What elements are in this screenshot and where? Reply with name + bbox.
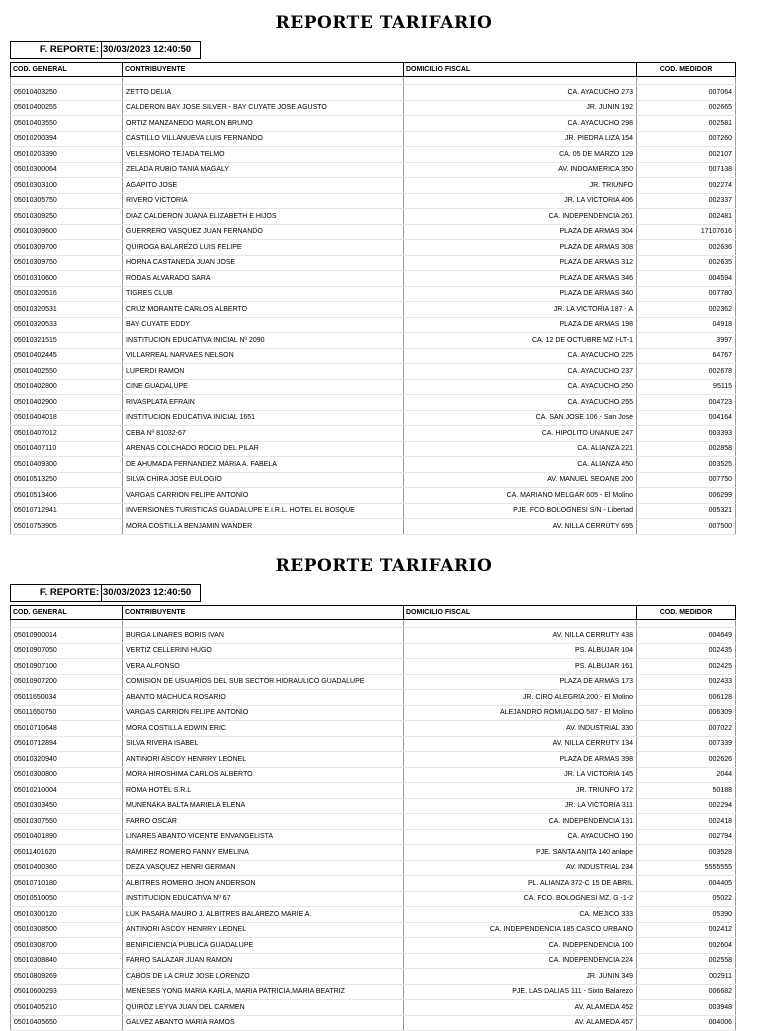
table-row xyxy=(11,395,736,411)
cell-contribuyente: VERA ALFONSO xyxy=(123,659,404,675)
cell-contribuyente: VELESMORO TEJADA TELMO xyxy=(123,147,404,163)
cell-domicilio-fiscal: AV. INDUSTRIAL 234 xyxy=(404,860,637,876)
cell-domicilio-fiscal: CA. INDEPENDENCIA 224 xyxy=(404,953,637,969)
cell-cod-general: 05010513406 xyxy=(11,488,123,504)
cell-cod-general: 05010300800 xyxy=(11,767,123,783)
table-row xyxy=(11,690,736,706)
cell-cod-general: 05010309700 xyxy=(11,240,123,256)
header-contribuyente: CONTRIBUYENTE xyxy=(123,606,404,620)
cell-contribuyente: VARGAS CARRION FELIPE ANTONIO xyxy=(123,705,404,721)
table-row xyxy=(11,302,736,318)
cell-cod-general: 05010403550 xyxy=(11,116,123,132)
table-row xyxy=(11,147,736,163)
report-date-label: F. REPORTE: xyxy=(39,587,99,598)
cell-cod-medidor: 002635 xyxy=(637,255,736,271)
cell-cod-general: 05010400360 xyxy=(11,860,123,876)
cell-cod-general: 05010407110 xyxy=(11,441,123,457)
cell-cod-general: 05010200394 xyxy=(11,131,123,147)
cell-cod-medidor: 006128 xyxy=(637,690,736,706)
report-date-label: F. REPORTE: xyxy=(39,44,99,55)
cell-contribuyente: MUNENAKA BALTA MARIELA ELENA xyxy=(123,798,404,814)
cell-cod-medidor: 002412 xyxy=(637,922,736,938)
table-row xyxy=(11,162,736,178)
cell-contribuyente: DIAZ CALDERON JUANA ELIZABETH E HIJOS xyxy=(123,209,404,225)
table-row xyxy=(11,984,736,1000)
cell-cod-medidor: 003528 xyxy=(637,845,736,861)
cell-cod-medidor: 002604 xyxy=(637,938,736,954)
table-row xyxy=(11,441,736,457)
cell-domicilio-fiscal: PJE. SANTA ANITA 140 anlape xyxy=(404,845,637,861)
table-row xyxy=(11,488,736,504)
cell-cod-general: 05010404018 xyxy=(11,410,123,426)
cell-domicilio-fiscal: AV. INDOAMERICA 350 xyxy=(404,162,637,178)
cell-domicilio-fiscal: PLAZA DE ARMAS 340 xyxy=(404,286,637,302)
cell-cod-medidor: 002558 xyxy=(637,953,736,969)
table-row xyxy=(11,379,736,395)
cell-contribuyente: LUK PASARA MAURO J. ALBITRES BALAREZO MARIE A. xyxy=(123,907,404,923)
cell-cod-general: 05010907100 xyxy=(11,659,123,675)
header-cod-general: COD. GENERAL xyxy=(11,63,123,77)
cell-cod-medidor: 2044 xyxy=(637,767,736,783)
cell-domicilio-fiscal: JR. LA VICTORIA 406 xyxy=(404,193,637,209)
cell-cod-medidor: 002425 xyxy=(637,659,736,675)
cell-cod-general: 05011650750 xyxy=(11,705,123,721)
cell-domicilio-fiscal: PS. ALBUJAR 161 xyxy=(404,659,637,675)
table-row xyxy=(11,922,736,938)
cell-contribuyente: RIVERO VICTORIA xyxy=(123,193,404,209)
cell-cod-general: 05010320940 xyxy=(11,752,123,768)
cell-cod-medidor: 64767 xyxy=(637,348,736,364)
cell-cod-medidor: 17107616 xyxy=(637,224,736,240)
cell-domicilio-fiscal: JR. TRIUNFO 172 xyxy=(404,783,637,799)
table-row xyxy=(11,426,736,442)
cell-cod-general: 05010405210 xyxy=(11,1000,123,1016)
cell-contribuyente: CEBA Nº 81032-67 xyxy=(123,426,404,442)
table-row xyxy=(11,85,736,101)
cell-contribuyente: VARGAS CARRION FELIPE ANTONIO xyxy=(123,488,404,504)
cell-cod-medidor: 95115 xyxy=(637,379,736,395)
report-date-box xyxy=(10,41,201,59)
cell-contribuyente: MORA HIROSHIMA CARLOS ALBERTO xyxy=(123,767,404,783)
cell-cod-general: 05010407012 xyxy=(11,426,123,442)
cell-contribuyente: DE AHUMADA FERNANDEZ MARIA A. FABELA xyxy=(123,457,404,473)
cell-cod-medidor: 005321 xyxy=(637,503,736,519)
cell-cod-general: 05010405650 xyxy=(11,1015,123,1031)
cell-contribuyente: BURGA LINARES BORIS IVAN xyxy=(123,628,404,644)
cell-domicilio-fiscal: CA. SAN JOSE 106 - San Jose xyxy=(404,410,637,426)
cell-cod-medidor: 007780 xyxy=(637,286,736,302)
cell-cod-medidor: 3997 xyxy=(637,333,736,349)
cell-cod-medidor: 006682 xyxy=(637,984,736,1000)
table-row xyxy=(11,798,736,814)
table-row xyxy=(11,969,736,985)
cell-cod-medidor: 002418 xyxy=(637,814,736,830)
cell-domicilio-fiscal: CA. HIPOLITO UNANUE 247 xyxy=(404,426,637,442)
cell-cod-medidor: 003393 xyxy=(637,426,736,442)
cell-domicilio-fiscal: CA. AYACUCHO 273 xyxy=(404,85,637,101)
table-row xyxy=(11,938,736,954)
table-row xyxy=(11,317,736,333)
cell-cod-general: 05010400255 xyxy=(11,100,123,116)
cell-cod-general: 05010753905 xyxy=(11,519,123,535)
cell-domicilio-fiscal: JR. JUNIN 192 xyxy=(404,100,637,116)
cell-domicilio-fiscal: AV. ALAMEDA 457 xyxy=(404,1015,637,1031)
cell-contribuyente: LINARES ABANTO VICENTE ENVANGELISTA xyxy=(123,829,404,845)
cell-domicilio-fiscal: CA. AYACUCHO 225 xyxy=(404,348,637,364)
cell-contribuyente: CINE GUADALUPE xyxy=(123,379,404,395)
cell-domicilio-fiscal: PLAZA DE ARMAS 312 xyxy=(404,255,637,271)
cell-cod-general: 05011650034 xyxy=(11,690,123,706)
table-row xyxy=(11,907,736,923)
table-row xyxy=(11,814,736,830)
cell-contribuyente: INVERSIONES TURISTICAS GUADALUPE E.I.R.L. HOTEL EL BOSQUE xyxy=(123,503,404,519)
cell-cod-medidor: 007022 xyxy=(637,721,736,737)
cell-cod-general: 05011401620 xyxy=(11,845,123,861)
cell-contribuyente: FARRO OSCAR xyxy=(123,814,404,830)
cell-domicilio-fiscal: CA. INDEPENDENCIA 100 xyxy=(404,938,637,954)
table-row xyxy=(11,783,736,799)
cell-contribuyente: ZELADA RUBIO TANIA MAGALY xyxy=(123,162,404,178)
cell-cod-medidor: 002433 xyxy=(637,674,736,690)
table-row xyxy=(11,193,736,209)
cell-domicilio-fiscal: CA. AYACUCHO 237 xyxy=(404,364,637,380)
cell-contribuyente: FARRO SALAZAR JUAN RAMON xyxy=(123,953,404,969)
cell-cod-general: 05010402445 xyxy=(11,348,123,364)
table-row xyxy=(11,953,736,969)
cell-contribuyente: MORA COSTILLA BENJAMIN WANDER xyxy=(123,519,404,535)
table-row xyxy=(11,457,736,473)
cell-cod-medidor: 002794 xyxy=(637,829,736,845)
cell-cod-general: 05010309750 xyxy=(11,255,123,271)
cell-cod-general: 05010305750 xyxy=(11,193,123,209)
cell-cod-general: 05010402800 xyxy=(11,379,123,395)
cell-domicilio-fiscal: JR. JUNIN 349 xyxy=(404,969,637,985)
cell-cod-medidor: 50188 xyxy=(637,783,736,799)
cell-cod-medidor: 003525 xyxy=(637,457,736,473)
cell-contribuyente: LUPERDI RAMON xyxy=(123,364,404,380)
report-title: REPORTE TARIFARIO xyxy=(275,13,493,33)
cell-contribuyente: VERTIZ CELLERINI HUGO xyxy=(123,643,404,659)
cell-contribuyente: RAMIREZ ROMERO FANNY EMELINA xyxy=(123,845,404,861)
cell-domicilio-fiscal: PLAZA DE ARMAS 308 xyxy=(404,240,637,256)
cell-cod-medidor: 002337 xyxy=(637,193,736,209)
cell-domicilio-fiscal: JR. PIEDRA LIZA 154 xyxy=(404,131,637,147)
cell-domicilio-fiscal: CA. AYACUCHO 190 xyxy=(404,829,637,845)
cell-cod-medidor: 5555555 xyxy=(637,860,736,876)
report-title: REPORTE TARIFARIO xyxy=(275,556,493,576)
table-row xyxy=(11,286,736,302)
cell-cod-general: 05010320516 xyxy=(11,286,123,302)
cell-cod-medidor: 004006 xyxy=(637,1015,736,1031)
table-row xyxy=(11,100,736,116)
cell-domicilio-fiscal: PJE. FCO BOLOGNESI S/N - Libertad xyxy=(404,503,637,519)
cell-contribuyente: QUIROGA BALAREZO LUIS FELIPE xyxy=(123,240,404,256)
cell-cod-medidor: 002665 xyxy=(637,100,736,116)
header-contribuyente: CONTRIBUYENTE xyxy=(123,63,404,77)
cell-domicilio-fiscal: CA. 12 DE OCTUBRE MZ I-LT-1 xyxy=(404,333,637,349)
cell-cod-medidor: 004723 xyxy=(637,395,736,411)
table-row xyxy=(11,519,736,535)
cell-domicilio-fiscal: CA. 05 DE MARZO 129 xyxy=(404,147,637,163)
table-row xyxy=(11,209,736,225)
cell-cod-general: 05010712894 xyxy=(11,736,123,752)
cell-domicilio-fiscal: CA. INDEPENDENCIA 185 CASCO URBANO xyxy=(404,922,637,938)
cell-cod-medidor: 002481 xyxy=(637,209,736,225)
cell-contribuyente: BAY CUYATE EDDY xyxy=(123,317,404,333)
table-spacer-row xyxy=(11,77,736,85)
cell-cod-medidor: 04918 xyxy=(637,317,736,333)
header-cod-medidor: COD. MEDIDOR xyxy=(637,63,736,77)
cell-cod-medidor: 007750 xyxy=(637,472,736,488)
cell-cod-general: 05010309250 xyxy=(11,209,123,225)
cell-cod-medidor: 007339 xyxy=(637,736,736,752)
cell-cod-medidor: 006309 xyxy=(637,705,736,721)
cell-cod-medidor: 007064 xyxy=(637,85,736,101)
header-domicilio-fiscal: DOMICILIO FISCAL xyxy=(404,606,637,620)
cell-cod-general: 05010600293 xyxy=(11,984,123,1000)
tariff-table xyxy=(10,62,736,535)
table-row xyxy=(11,503,736,519)
cell-cod-general: 05010402550 xyxy=(11,364,123,380)
cell-domicilio-fiscal: CA. AYACUCHO 255 xyxy=(404,395,637,411)
cell-cod-general: 05010307550 xyxy=(11,814,123,830)
cell-domicilio-fiscal: AV. NILLA CERRUTY 438 xyxy=(404,628,637,644)
cell-cod-medidor: 004405 xyxy=(637,876,736,892)
cell-cod-medidor: 007260 xyxy=(637,131,736,147)
cell-cod-general: 05010308840 xyxy=(11,953,123,969)
cell-contribuyente: MORA COSTILLA EDWIN ERIC xyxy=(123,721,404,737)
cell-domicilio-fiscal: JR. LA VICTORIA 145 xyxy=(404,767,637,783)
table-header-row xyxy=(11,63,736,77)
cell-domicilio-fiscal: PLAZA DE ARMAS 398 xyxy=(404,752,637,768)
cell-cod-general: 05010809269 xyxy=(11,969,123,985)
header-cod-medidor: COD. MEDIDOR xyxy=(637,606,736,620)
report-date-value: 30/03/2023 12:40:50 xyxy=(101,42,200,58)
cell-domicilio-fiscal: AV. ALAMEDA 452 xyxy=(404,1000,637,1016)
cell-contribuyente: INSTITUCION EDUCATIVA Nº 67 xyxy=(123,891,404,907)
cell-cod-general: 05010900014 xyxy=(11,628,123,644)
cell-cod-general: 05010907050 xyxy=(11,643,123,659)
table-row xyxy=(11,410,736,426)
cell-contribuyente: ALBITRES ROMERO JHON ANDERSON xyxy=(123,876,404,892)
cell-cod-general: 05010300120 xyxy=(11,907,123,923)
cell-domicilio-fiscal: JR. TRIUNFO xyxy=(404,178,637,194)
cell-contribuyente: ABANTO MACHUCA ROSARIO xyxy=(123,690,404,706)
report-date-value: 30/03/2023 12:40:50 xyxy=(101,585,200,601)
cell-cod-general: 05010907200 xyxy=(11,674,123,690)
cell-cod-medidor: 002858 xyxy=(637,441,736,457)
cell-domicilio-fiscal: JR. CIRO ALEGRIA 200 - El Molino xyxy=(404,690,637,706)
cell-contribuyente: AGAPITO JOSE xyxy=(123,178,404,194)
cell-cod-general: 05010308500 xyxy=(11,922,123,938)
cell-domicilio-fiscal: PL. ALIANZA 372-C 15 DE ABRIL xyxy=(404,876,637,892)
cell-contribuyente: ORTIZ MANZANEDO MARLON BRUNO xyxy=(123,116,404,132)
cell-contribuyente: RIVASPLATA EFRAIN xyxy=(123,395,404,411)
table-row xyxy=(11,116,736,132)
cell-cod-general: 05010210004 xyxy=(11,783,123,799)
cell-cod-medidor: 002294 xyxy=(637,798,736,814)
cell-cod-general: 05010203390 xyxy=(11,147,123,163)
cell-cod-medidor: 004164 xyxy=(637,410,736,426)
cell-cod-general: 05010710180 xyxy=(11,876,123,892)
table-row xyxy=(11,271,736,287)
cell-cod-general: 05010712941 xyxy=(11,503,123,519)
table-row xyxy=(11,333,736,349)
cell-cod-medidor: 004594 xyxy=(637,271,736,287)
cell-cod-general: 05010303100 xyxy=(11,178,123,194)
table-row xyxy=(11,705,736,721)
table-row xyxy=(11,876,736,892)
cell-contribuyente: CASTILLO VILLANUEVA LUIS FERNANDO xyxy=(123,131,404,147)
table-row xyxy=(11,643,736,659)
table-row xyxy=(11,131,736,147)
cell-cod-general: 05010403250 xyxy=(11,85,123,101)
cell-domicilio-fiscal: CA. AYACUCHO 298 xyxy=(404,116,637,132)
table-row xyxy=(11,845,736,861)
table-row xyxy=(11,628,736,644)
cell-contribuyente: CALDERON BAY JOSE SILVER - BAY CUYATE JOSE AGUSTO xyxy=(123,100,404,116)
cell-domicilio-fiscal: AV. NILLA CERRUTY 134 xyxy=(404,736,637,752)
cell-cod-general: 05010308700 xyxy=(11,938,123,954)
cell-domicilio-fiscal: CA. FCO. BOLOGNESI MZ. G -1-2 xyxy=(404,891,637,907)
table-row xyxy=(11,240,736,256)
cell-contribuyente: ZETTO DELIA xyxy=(123,85,404,101)
cell-cod-medidor: 002581 xyxy=(637,116,736,132)
cell-cod-general: 05010300064 xyxy=(11,162,123,178)
cell-cod-medidor: 007500 xyxy=(637,519,736,535)
cell-cod-medidor: 003948 xyxy=(637,1000,736,1016)
cell-contribuyente: ARENAS COLCHADO ROCIO DEL PILAR xyxy=(123,441,404,457)
cell-cod-general: 05010303450 xyxy=(11,798,123,814)
cell-domicilio-fiscal: ALEJANDRO ROMUALDO 587 - El Molino xyxy=(404,705,637,721)
cell-contribuyente: HORNA CASTANEDA JUAN JOSE xyxy=(123,255,404,271)
cell-domicilio-fiscal: PLAZA DE ARMAS 304 xyxy=(404,224,637,240)
cell-contribuyente: ANTINORI ASCOY HENRRY LEONEL xyxy=(123,922,404,938)
cell-domicilio-fiscal: PLAZA DE ARMAS 198 xyxy=(404,317,637,333)
cell-cod-medidor: 007138 xyxy=(637,162,736,178)
cell-contribuyente: SILVA CHIRA JOSE EULOGIO xyxy=(123,472,404,488)
table-row xyxy=(11,178,736,194)
cell-domicilio-fiscal: PJE. LAS DALIAS 111 - Sixto Balarezo xyxy=(404,984,637,1000)
cell-cod-medidor: 05022 xyxy=(637,891,736,907)
cell-domicilio-fiscal: CA. INDEPENDENCIA 261 xyxy=(404,209,637,225)
header-domicilio-fiscal: DOMICILIO FISCAL xyxy=(404,63,637,77)
table-spacer-row xyxy=(11,620,736,628)
table-header-row xyxy=(11,606,736,620)
cell-cod-general: 05010320533 xyxy=(11,317,123,333)
table-row xyxy=(11,891,736,907)
cell-contribuyente: QUIROZ LEYVA JUAN DEL CARMEN xyxy=(123,1000,404,1016)
table-row xyxy=(11,659,736,675)
cell-contribuyente: CABOS DE LA CRUZ JOSE LORENZO xyxy=(123,969,404,985)
cell-cod-general: 05010409300 xyxy=(11,457,123,473)
cell-cod-medidor: 05390 xyxy=(637,907,736,923)
cell-contribuyente: DEZA VASQUEZ HENRI GERMAN xyxy=(123,860,404,876)
cell-contribuyente: RODAS ALVARADO SARA xyxy=(123,271,404,287)
table-row xyxy=(11,1015,736,1031)
cell-domicilio-fiscal: AV. MANUEL SEOANE 200 xyxy=(404,472,637,488)
cell-cod-medidor: 002626 xyxy=(637,752,736,768)
cell-cod-medidor: 002435 xyxy=(637,643,736,659)
cell-contribuyente: GUERRERO VASQUEZ JUAN FERNANDO xyxy=(123,224,404,240)
header-cod-general: COD. GENERAL xyxy=(11,606,123,620)
table-row xyxy=(11,736,736,752)
cell-contribuyente: TIGRES CLUB xyxy=(123,286,404,302)
tariff-table xyxy=(10,605,736,1031)
cell-cod-medidor: 002274 xyxy=(637,178,736,194)
cell-contribuyente: INSTITUCION EDUCATIVA INICIAL 1651 xyxy=(123,410,404,426)
cell-cod-medidor: 002636 xyxy=(637,240,736,256)
table-row xyxy=(11,224,736,240)
cell-cod-medidor: 004649 xyxy=(637,628,736,644)
table-row xyxy=(11,1000,736,1016)
cell-contribuyente: VILLARREAL NARVAES NELSON xyxy=(123,348,404,364)
cell-cod-general: 05010402900 xyxy=(11,395,123,411)
cell-domicilio-fiscal: AV. INDUSTRIAL 330 xyxy=(404,721,637,737)
table-row xyxy=(11,767,736,783)
cell-contribuyente: SILVA RIVERA ISABEL xyxy=(123,736,404,752)
cell-domicilio-fiscal: AV. NILLA CERRUTY 695 xyxy=(404,519,637,535)
cell-cod-medidor: 002107 xyxy=(637,147,736,163)
cell-contribuyente: ROMA HOTEL S.R.L xyxy=(123,783,404,799)
cell-contribuyente: MENESES YONG MARIA KARLA, MARIA PATRICIA,MARIA BEATRIZ xyxy=(123,984,404,1000)
table-row xyxy=(11,721,736,737)
cell-cod-medidor: 002362 xyxy=(637,302,736,318)
cell-cod-general: 05010310600 xyxy=(11,271,123,287)
cell-cod-general: 05010321515 xyxy=(11,333,123,349)
cell-contribuyente: ANTINORI ASCOY HENRRY LEONEL xyxy=(123,752,404,768)
cell-cod-medidor: 002678 xyxy=(637,364,736,380)
table-row xyxy=(11,752,736,768)
cell-contribuyente: INSTITUCION EDUCATIVA INICIAL Nº 2090 xyxy=(123,333,404,349)
table-row xyxy=(11,860,736,876)
cell-domicilio-fiscal: CA. MARIANO MELGAR 605 - El Molino xyxy=(404,488,637,504)
cell-domicilio-fiscal: PLAZA DE ARMAS 173 xyxy=(404,674,637,690)
cell-cod-general: 05010710648 xyxy=(11,721,123,737)
cell-cod-general: 05010309600 xyxy=(11,224,123,240)
cell-contribuyente: GALVEZ ABANTO MARIA RAMOS xyxy=(123,1015,404,1031)
cell-cod-general: 05010320531 xyxy=(11,302,123,318)
cell-domicilio-fiscal: PLAZA DE ARMAS 346 xyxy=(404,271,637,287)
table-row xyxy=(11,472,736,488)
cell-cod-medidor: 002911 xyxy=(637,969,736,985)
cell-contribuyente: BENIFICIENCIA PUBLICA GUADALUPE xyxy=(123,938,404,954)
cell-domicilio-fiscal: CA. MEJICO 333 xyxy=(404,907,637,923)
cell-contribuyente: COMISION DE USUARIOS DEL SUB SECTOR HIDRAULICO GUADALUPE xyxy=(123,674,404,690)
table-row xyxy=(11,348,736,364)
table-row xyxy=(11,255,736,271)
cell-cod-general: 05010510050 xyxy=(11,891,123,907)
cell-contribuyente: CRUZ MORANTE CARLOS ALBERTO xyxy=(123,302,404,318)
cell-domicilio-fiscal: CA. ALIANZA 221 xyxy=(404,441,637,457)
cell-domicilio-fiscal: CA. ALIANZA 450 xyxy=(404,457,637,473)
cell-cod-medidor: 006299 xyxy=(637,488,736,504)
table-row xyxy=(11,364,736,380)
cell-domicilio-fiscal: PS. ALBUJAR 104 xyxy=(404,643,637,659)
cell-domicilio-fiscal: CA. INDEPENDENCIA 131 xyxy=(404,814,637,830)
cell-domicilio-fiscal: CA. AYACUCHO 250 xyxy=(404,379,637,395)
cell-domicilio-fiscal: JR. LA VICTORIA 311 xyxy=(404,798,637,814)
cell-cod-general: 05010401890 xyxy=(11,829,123,845)
table-row xyxy=(11,674,736,690)
cell-cod-general: 05010513250 xyxy=(11,472,123,488)
cell-domicilio-fiscal: JR. LA VICTORIA 187 - A xyxy=(404,302,637,318)
report-date-box xyxy=(10,584,201,602)
table-row xyxy=(11,829,736,845)
